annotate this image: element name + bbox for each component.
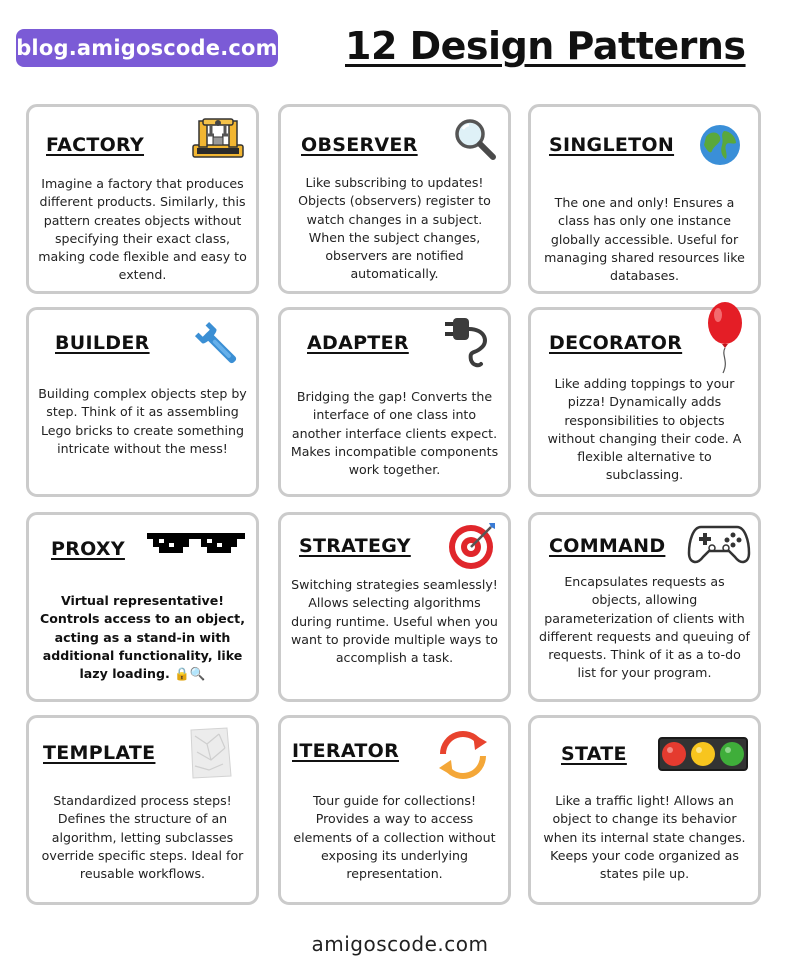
- card-command: [528, 512, 761, 702]
- crumpled-paper-icon: [187, 726, 233, 780]
- card-title: DECORATOR: [549, 332, 683, 354]
- factory-robot-icon: [189, 115, 247, 161]
- target-dart-icon: [447, 519, 499, 571]
- card-builder: [26, 307, 259, 497]
- card-description: Like subscribing to updates! Objects (observers) register to watch changes in a subject. When the subject changes, observers are notified automatically.: [298, 175, 491, 282]
- wrench-icon: [191, 318, 247, 374]
- blog-url-badge[interactable]: blog.amigoscode.com: [16, 29, 278, 67]
- card-description: Switching strategies seamlessly! Allows selecting algorithms during runtime. Useful when you want to provide multiple ways to accomplish a task.: [291, 577, 498, 666]
- card-strategy: [278, 512, 511, 702]
- card-description: Standardized process steps! Defines the structure of an algorithm, letting subclasses override specific steps. Ideal for reusable workflows.: [41, 793, 244, 882]
- card-title: PROXY: [51, 538, 125, 560]
- card-adapter: [278, 307, 511, 497]
- card-title: SINGLETON: [549, 134, 675, 156]
- card-title: STATE: [561, 743, 627, 765]
- balloon-icon: [705, 301, 745, 375]
- magnifying-glass-icon: [453, 117, 497, 161]
- card-state: [528, 715, 761, 905]
- card-title: ITERATOR: [292, 740, 400, 762]
- card-description: Like adding toppings to your pizza! Dynamically adds responsibilities to objects without changing their code. A flexible alternative to subclassing.: [547, 376, 742, 483]
- card-factory: [26, 104, 259, 294]
- card-description: Like a traffic light! Allows an object to change its behavior when its internal state changes. Keeps your code organized as states pile up.: [543, 793, 746, 882]
- card-title: COMMAND: [549, 535, 666, 557]
- card-decorator: [528, 307, 761, 497]
- card-template: [26, 715, 259, 905]
- cycle-arrows-icon: [433, 726, 493, 784]
- plug-cable-icon: [441, 314, 497, 372]
- card-description: Encapsulates requests as objects, allowing parameterization of clients with different requests and queuing of requests. Think of it as a to-do list for your program.: [539, 574, 750, 681]
- card-description: Bridging the gap! Converts the interface of one class into another interface clients expect. Makes incompatible components work together.: [290, 389, 499, 478]
- card-title: TEMPLATE: [43, 742, 156, 764]
- card-description: Virtual representative! Controls access to an object, acting as a stand-in with additional functionality, like lazy loading. 🔒🔍: [40, 593, 245, 682]
- card-observer: [278, 104, 511, 294]
- card-proxy: [26, 512, 259, 702]
- card-description: The one and only! Ensures a class has only one instance globally accessible. Useful for managing shared resources like databases.: [544, 195, 745, 284]
- card-iterator: [278, 715, 511, 905]
- footer-url[interactable]: amigoscode.com: [311, 932, 489, 956]
- card-title: OBSERVER: [301, 134, 418, 156]
- card-description: Tour guide for collections! Provides a way to access elements of a collection without exposing its underlying representation.: [293, 793, 496, 882]
- page-title: 12 Design Patterns: [345, 24, 746, 68]
- card-description: Building complex objects step by step. Think of it as assembling Lego bricks to create something intricate without the mess!: [38, 386, 247, 456]
- traffic-light-icon: [657, 736, 749, 772]
- pixel-sunglasses-icon: [147, 533, 245, 557]
- card-title: FACTORY: [46, 134, 145, 156]
- card-title: STRATEGY: [299, 535, 411, 557]
- game-controller-icon: [687, 521, 751, 567]
- card-title: ADAPTER: [307, 332, 409, 354]
- card-description: Imagine a factory that produces different products. Similarly, this pattern creates objects without specifying their exact class, making code flexible and easy to extend.: [38, 176, 247, 283]
- card-singleton: [528, 104, 761, 294]
- card-title: BUILDER: [55, 332, 150, 354]
- globe-icon: [698, 123, 742, 167]
